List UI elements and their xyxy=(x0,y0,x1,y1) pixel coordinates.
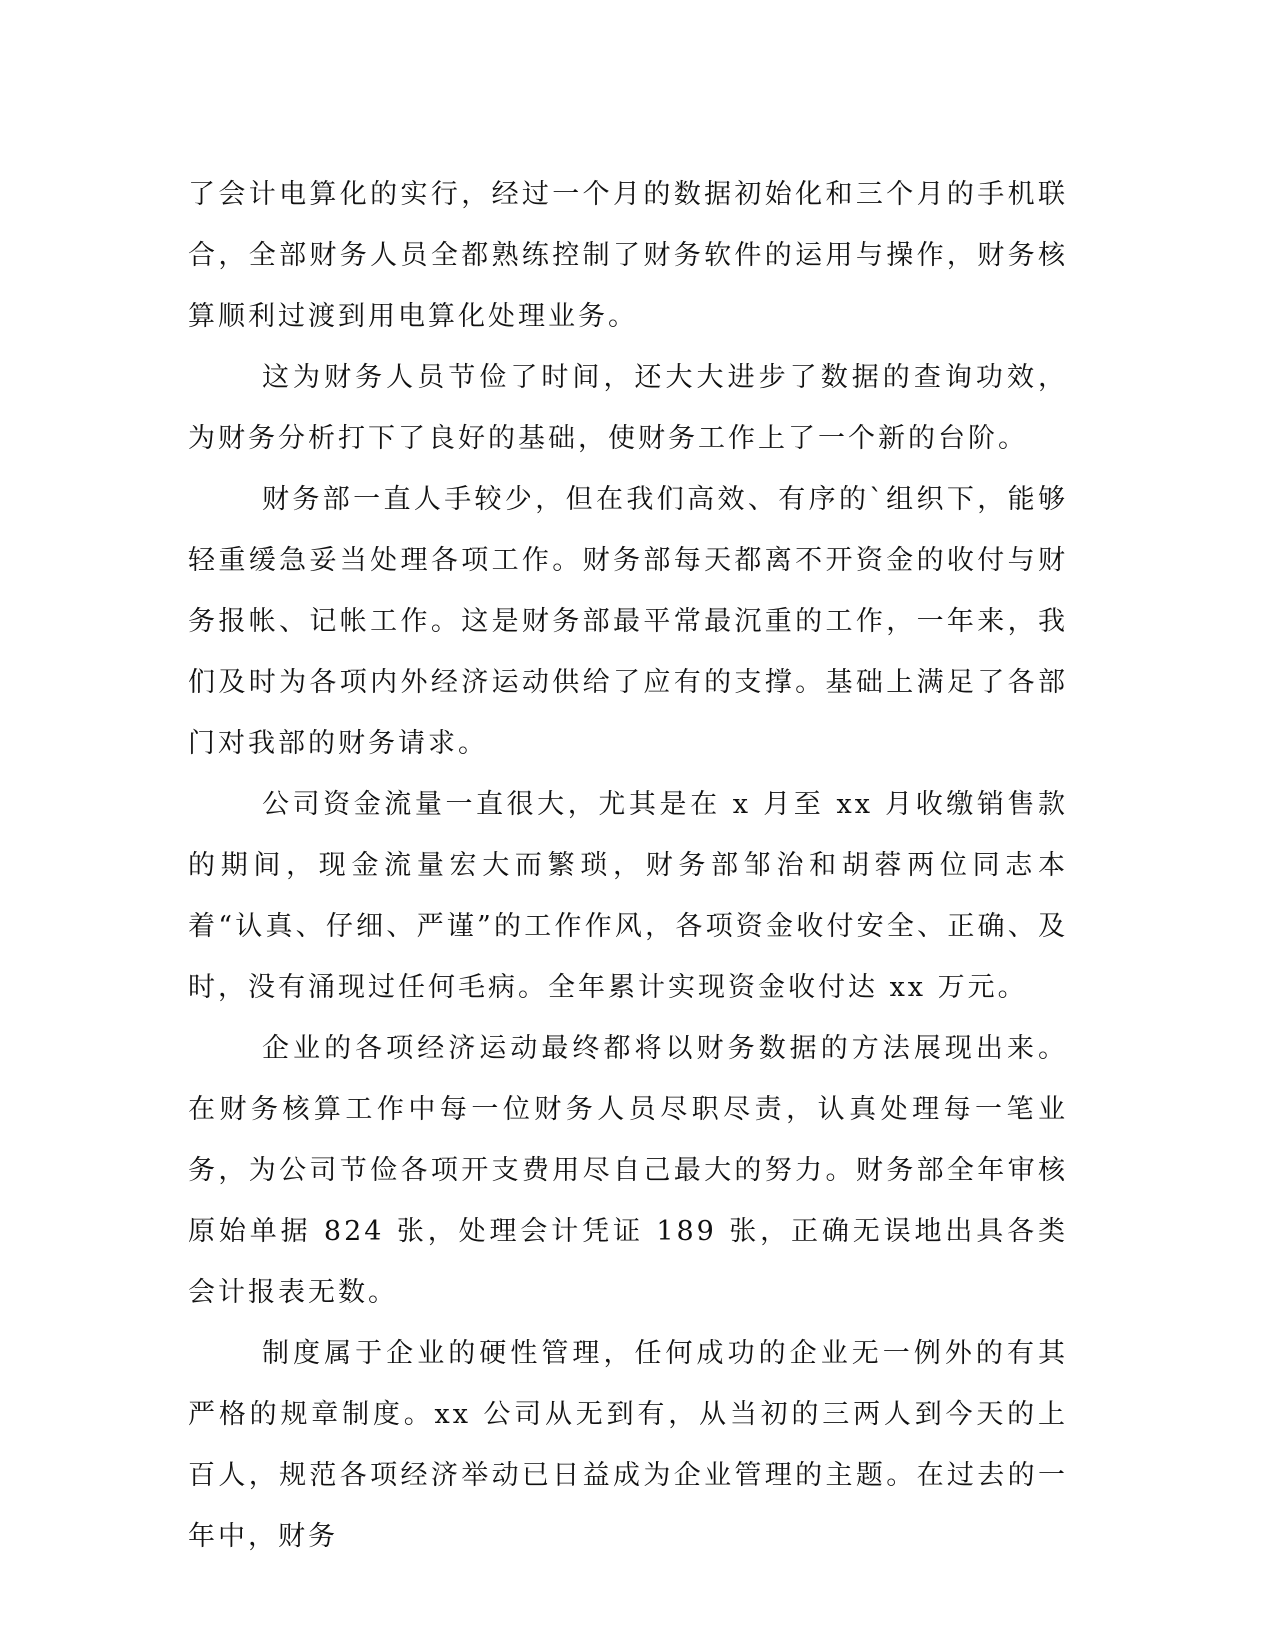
paragraph-5: 企业的各项经济运动最终都将以财务数据的方法展现出来。在财务核算工作中每一位财务人员尽职尽责，认真处理每一笔业务，为公司节俭各项开支费用尽自己最大的努力。财务部全年审核原始单据 824 张，处理会计凭证 189 张，正确无误地出具各类会计报表无数。 xyxy=(188,1033,1068,1308)
paragraph-3: 财务部一直人手较少，但在我们高效、有序的`组织下，能够轻重缓急妥当处理各项工作。财务部每天都离不开资金的收付与财务报帐、记帐工作。这是财务部最平常最沉重的工作，一年来，我们及时为各项内外经济运动供给了应有的支撑。基础上满足了各部门对我部的财务请求。 xyxy=(188,484,1068,759)
paragraph-2: 这为财务人员节俭了时间，还大大进步了数据的查询功效，为财务分析打下了良好的基础，使财务工作上了一个新的台阶。 xyxy=(188,362,1068,454)
paragraph-4: 公司资金流量一直很大，尤其是在 x 月至 xx 月收缴销售款的期间，现金流量宏大而繁琐，财务部邹治和胡蓉两位同志本着“认真、仔细、严谨”的工作作风，各项资金收付安全、正确、及时，没有涌现过任何毛病。全年累计实现资金收付达 xx 万元。 xyxy=(188,789,1068,1003)
paragraph-1: 了会计电算化的实行，经过一个月的数据初始化和三个月的手机联合，全部财务人员全都熟练控制了财务软件的运用与操作，财务核算顺利过渡到用电算化处理业务。 xyxy=(188,179,1068,332)
document-body xyxy=(188,164,1068,1567)
paragraph-6: 制度属于企业的硬性管理，任何成功的企业无一例外的有其严格的规章制度。xx 公司从无到有，从当初的三两人到今天的上百人，规范各项经济举动已日益成为企业管理的主题。在过去的一年中，财务 xyxy=(188,1338,1068,1552)
